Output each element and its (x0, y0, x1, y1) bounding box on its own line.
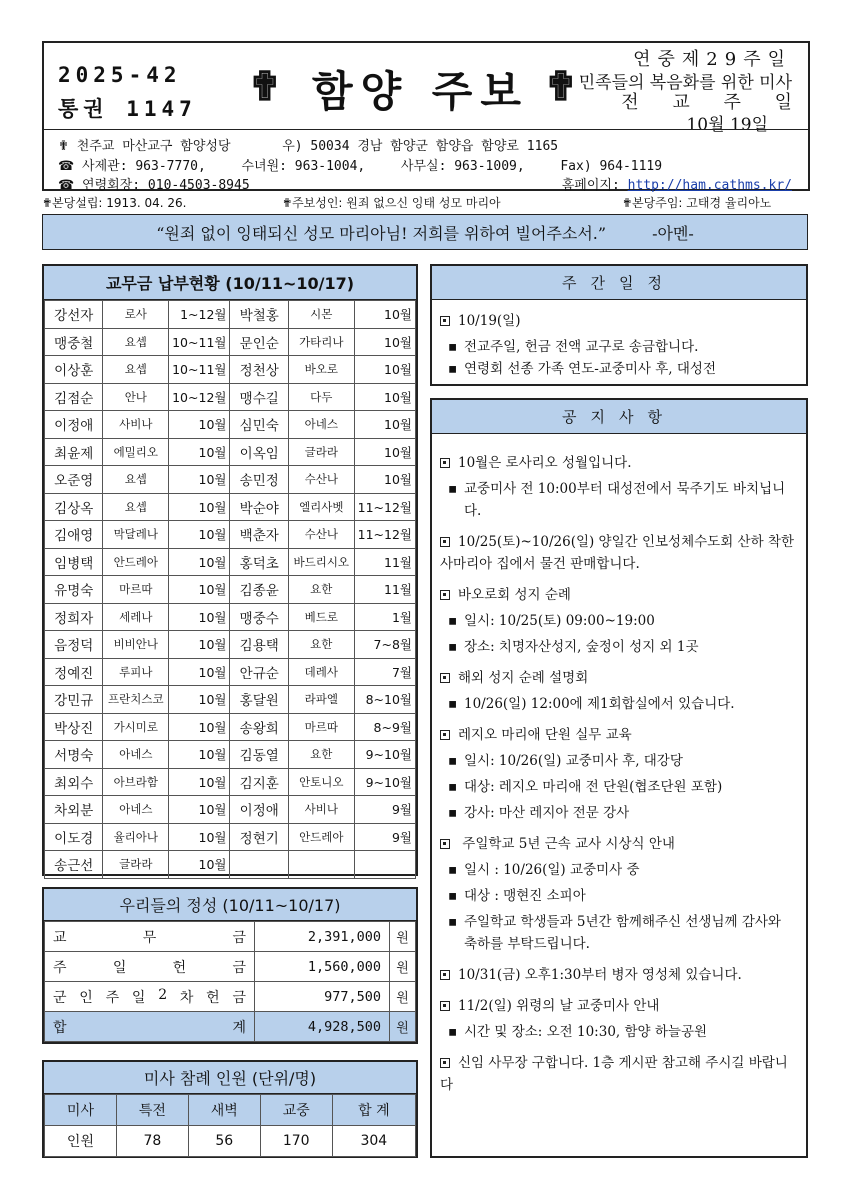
mission-sunday: 전 교 주 일 (621, 92, 792, 113)
dues-months: 10~11월 (169, 328, 230, 356)
total-issue: 통권 1147 (58, 97, 197, 121)
notice-item: ▪ 장소: 치명자산성지, 숲정이 성지 외 1곳 (440, 636, 798, 658)
cross-icon: ✟ (622, 196, 633, 210)
dues-months: 9~10월 (354, 768, 415, 796)
offering-table (44, 921, 416, 1042)
dues-months: 10월 (169, 851, 230, 879)
dues-name: 강선자 (45, 301, 103, 329)
notice-item: ▪ 주일학교 학생들과 5년간 함께해주신 선생님께 감사와 축하를 부탁드립니다. (440, 911, 798, 955)
dues-baptismal-name: 요셉 (103, 466, 169, 494)
dues-baptismal-name: 엘리사벳 (288, 493, 354, 521)
dues-baptismal-name: 가타리나 (288, 328, 354, 356)
dues-months: 10월 (354, 301, 415, 329)
schedule-body (432, 300, 806, 380)
dues-name: 송왕희 (230, 713, 288, 741)
parish-meta (42, 194, 810, 210)
dues-name: 김애영 (45, 521, 103, 549)
dues-baptismal-name: 글라라 (288, 438, 354, 466)
dues-baptismal-name: 안드레아 (288, 823, 354, 851)
prayer-text: “원죄 없이 잉태되신 성모 마리아님! 저희를 위하여 빌어주소서.” (156, 223, 607, 243)
offering-amount: 1,560,000 (255, 952, 390, 982)
offering-amount: 4,928,500 (255, 1012, 390, 1042)
dues-months: 9~10월 (354, 741, 415, 769)
notice-block (440, 531, 798, 575)
table-row (45, 301, 416, 329)
dues-name: 김동열 (230, 741, 288, 769)
dues-name: 유명숙 (45, 576, 103, 604)
notice-item: ▪ 대상: 레지오 마리애 전 단원(협조단원 포함) (440, 776, 798, 798)
year-issue: 2025-42 (58, 63, 182, 87)
bulletin-date: 10월 19일 (686, 115, 768, 135)
mission-line: 민족들의 복음화를 위한 미사 (578, 73, 792, 93)
dues-baptismal-name: 아네스 (288, 411, 354, 439)
dues-baptismal-name: 바오로 (288, 356, 354, 384)
notice-block (440, 724, 798, 824)
offering-label: 주 일 헌 금 (45, 952, 255, 982)
dues-months: 10월 (169, 768, 230, 796)
table-row (45, 796, 416, 824)
dues-months: 10월 (169, 686, 230, 714)
dues-name: 서명숙 (45, 741, 103, 769)
notice-body (432, 434, 806, 1096)
table-row (45, 922, 416, 952)
office-phone: 사무실: 963-1009, (400, 159, 525, 174)
attendance-count: 78 (116, 1126, 188, 1157)
table-row (45, 686, 416, 714)
attendance-count: 인원 (45, 1126, 117, 1157)
offering-unit: 원 (390, 982, 416, 1012)
cross-icon: ✟ (248, 63, 282, 110)
homepage-link[interactable]: http://ham.cathms.kr/ (627, 178, 792, 193)
notice-title: 공지사항 (432, 400, 806, 434)
dues-baptismal-name: 라파엘 (288, 686, 354, 714)
notice-block (440, 667, 798, 715)
dues-months: 10월 (354, 356, 415, 384)
dues-months: 10월 (354, 411, 415, 439)
dues-name: 안규순 (230, 658, 288, 686)
dues-name: 박순야 (230, 493, 288, 521)
attendance-row (45, 1126, 416, 1157)
attendance-header: 교중 (260, 1095, 332, 1126)
dues-months: 10월 (169, 631, 230, 659)
attendance-header: 새벽 (188, 1095, 260, 1126)
dues-panel (42, 264, 418, 876)
dues-baptismal-name: 요셉 (103, 356, 169, 384)
dues-name: 김상옥 (45, 493, 103, 521)
homepage-label: 홈페이지: (561, 178, 620, 193)
offering-unit: 원 (390, 922, 416, 952)
dues-name: 맹수길 (230, 383, 288, 411)
attendance-header: 합 계 (332, 1095, 415, 1126)
association-phone: 연령회장: 010-4503-8945 (82, 178, 250, 193)
dues-table (44, 300, 416, 879)
cross-icon: ✟ (282, 196, 293, 210)
notice-heading: 레지오 마리애 단원 실무 교육 (440, 724, 798, 746)
offering-label: 합 계 (45, 1012, 255, 1042)
dues-baptismal-name: 프란치스코 (103, 686, 169, 714)
notice-heading: 11/2(일) 위령의 날 교중미사 안내 (440, 995, 798, 1017)
dues-months: 10~12월 (169, 383, 230, 411)
dues-months: 10월 (169, 796, 230, 824)
dues-name: 김종윤 (230, 576, 288, 604)
notice-block (440, 995, 798, 1043)
dues-months: 10월 (354, 383, 415, 411)
dues-name: 음정덕 (45, 631, 103, 659)
dues-baptismal-name: 아네스 (103, 741, 169, 769)
dues-baptismal-name: 베드로 (288, 603, 354, 631)
dues-months: 10월 (169, 713, 230, 741)
dues-baptismal-name: 사비나 (288, 796, 354, 824)
checkbox-icon (440, 1058, 450, 1068)
table-row (45, 982, 416, 1012)
notice-item: ▪ 시간 및 장소: 오전 10:30, 함양 하늘공원 (440, 1021, 798, 1043)
offering-unit: 원 (390, 1012, 416, 1042)
checkbox-icon (440, 839, 450, 849)
notice-heading: 주일학교 5년 근속 교사 시상식 안내 (440, 833, 798, 855)
notice-heading: 10/31(금) 오후1:30부터 병자 영성체 있습니다. (440, 964, 798, 986)
dues-baptismal-name: 시몬 (288, 301, 354, 329)
dues-months: 10월 (169, 741, 230, 769)
dues-months (354, 851, 415, 879)
dues-name: 강민규 (45, 686, 103, 714)
dues-name: 차외분 (45, 796, 103, 824)
offering-amount: 977,500 (255, 982, 390, 1012)
dues-months: 9월 (354, 796, 415, 824)
dues-months: 10월 (354, 466, 415, 494)
offering-panel (42, 887, 418, 1044)
dues-baptismal-name: 마르따 (103, 576, 169, 604)
fax-number: Fax) 964-1119 (560, 159, 663, 174)
checkbox-icon (440, 458, 450, 468)
dues-months: 10월 (169, 521, 230, 549)
dues-baptismal-name: 루피나 (103, 658, 169, 686)
table-row (45, 548, 416, 576)
dues-months: 11~12월 (354, 493, 415, 521)
dues-name: 정천상 (230, 356, 288, 384)
dues-baptismal-name: 안토니오 (288, 768, 354, 796)
dues-months: 1월 (354, 603, 415, 631)
dues-baptismal-name: 바드리시오 (288, 548, 354, 576)
attendance-header: 특전 (116, 1095, 188, 1126)
notice-item: ▪ 일시: 10/26(일) 교중미사 후, 대강당 (440, 750, 798, 772)
parish-line: 천주교 마산교구 함양성당 (76, 139, 231, 154)
dues-months: 8~9월 (354, 713, 415, 741)
attendance-count: 304 (332, 1126, 415, 1157)
dues-name: 정희자 (45, 603, 103, 631)
dues-name (230, 851, 288, 879)
notice-block (440, 833, 798, 955)
schedule-date: 10/19(일) (440, 310, 798, 332)
cross-icon: ✟ (58, 139, 69, 154)
dues-baptismal-name: 수산나 (288, 466, 354, 494)
table-row (45, 851, 416, 879)
offering-title: 우리들의 정성 (10/11~10/17) (44, 889, 416, 921)
dues-baptismal-name: 데레사 (288, 658, 354, 686)
phone-icon: ☎ (58, 178, 75, 193)
attendance-title: 미사 참례 인원 (단위/명) (44, 1062, 416, 1094)
dues-name: 이정애 (45, 411, 103, 439)
dues-name: 김점순 (45, 383, 103, 411)
header-divider (44, 129, 808, 130)
dues-baptismal-name: 율리아나 (103, 823, 169, 851)
table-row (45, 603, 416, 631)
dues-baptismal-name: 마르따 (288, 713, 354, 741)
table-row (45, 1012, 416, 1042)
table-row (45, 741, 416, 769)
dues-name: 김지훈 (230, 768, 288, 796)
dues-baptismal-name: 다두 (288, 383, 354, 411)
notice-heading: 해외 성지 순례 설명회 (440, 667, 798, 689)
dues-name: 맹중철 (45, 328, 103, 356)
dues-baptismal-name: 아네스 (103, 796, 169, 824)
rectory-phone: 사제관: 963-7770, (82, 159, 206, 174)
offering-label: 군 인 주 일 2 차 헌 금 (45, 982, 255, 1012)
homepage-info (562, 174, 792, 193)
notice-block (440, 1052, 798, 1096)
checkbox-icon (440, 537, 450, 547)
attendance-count: 170 (260, 1126, 332, 1157)
dues-months: 10월 (169, 603, 230, 631)
dues-name: 이도경 (45, 823, 103, 851)
checkbox-icon (440, 970, 450, 980)
dues-baptismal-name: 안나 (103, 383, 169, 411)
dues-months: 10월 (169, 493, 230, 521)
notice-heading: 10월은 로사리오 성월입니다. (440, 452, 798, 474)
dues-name: 맹중수 (230, 603, 288, 631)
dues-months: 7~8월 (354, 631, 415, 659)
table-row (45, 466, 416, 494)
dues-baptismal-name: 막달레나 (103, 521, 169, 549)
dues-name: 이상훈 (45, 356, 103, 384)
dues-name: 박철홍 (230, 301, 288, 329)
dues-months: 10~11월 (169, 356, 230, 384)
table-row (45, 768, 416, 796)
founded-date: ✟본당설립: 1913. 04. 26. (42, 196, 187, 210)
prayer-amen: -아멘- (652, 223, 694, 243)
dues-months: 10월 (169, 438, 230, 466)
dues-months: 10월 (169, 466, 230, 494)
dues-name: 심민숙 (230, 411, 288, 439)
table-row (45, 493, 416, 521)
cross-icon: ✟ (42, 196, 53, 210)
attendance-count: 56 (188, 1126, 260, 1157)
checkbox-icon (440, 316, 450, 326)
phone-info (58, 155, 662, 174)
schedule-panel (430, 264, 808, 386)
notice-item: ▪ 강사: 마산 레지아 전문 강사 (440, 802, 798, 824)
dues-name: 정현기 (230, 823, 288, 851)
dues-name: 임병택 (45, 548, 103, 576)
dues-months: 10월 (169, 658, 230, 686)
notice-block (440, 964, 798, 986)
table-row (45, 952, 416, 982)
dues-baptismal-name: 요한 (288, 576, 354, 604)
prayer-banner (42, 214, 808, 250)
checkbox-icon (440, 1001, 450, 1011)
table-row (45, 411, 416, 439)
notice-block (440, 452, 798, 522)
dues-baptismal-name: 요셉 (103, 493, 169, 521)
bulletin-title: 함양 주보 (312, 67, 529, 116)
dues-months: 10월 (169, 548, 230, 576)
table-row (45, 383, 416, 411)
checkbox-icon (440, 673, 450, 683)
attendance-header-row (45, 1095, 416, 1126)
dues-name: 정예진 (45, 658, 103, 686)
notice-heading: 바오로회 성지 순례 (440, 584, 798, 606)
dues-months: 10월 (169, 576, 230, 604)
schedule-item: ▪ 연령회 선종 가족 연도-교중미사 후, 대성전 (440, 358, 798, 380)
dues-name: 홍달원 (230, 686, 288, 714)
table-row (45, 823, 416, 851)
dues-baptismal-name: 사비나 (103, 411, 169, 439)
dues-months: 11~12월 (354, 521, 415, 549)
offering-unit: 원 (390, 952, 416, 982)
notice-panel (430, 398, 808, 1158)
dues-baptismal-name: 가시미로 (103, 713, 169, 741)
attendance-panel (42, 1060, 418, 1158)
dues-months: 9월 (354, 823, 415, 851)
schedule-item: ▪ 전교주일, 헌금 전액 교구로 송금합니다. (440, 336, 798, 358)
dues-name: 최윤제 (45, 438, 103, 466)
dues-baptismal-name: 에밀리오 (103, 438, 169, 466)
dues-months: 7월 (354, 658, 415, 686)
dues-baptismal-name: 글라라 (103, 851, 169, 879)
dues-baptismal-name: 안드레아 (103, 548, 169, 576)
parish-info (58, 135, 558, 154)
table-row (45, 576, 416, 604)
table-row (45, 328, 416, 356)
phone-icon: ☎ (58, 159, 75, 174)
attendance-table (44, 1094, 416, 1157)
dues-name: 송근선 (45, 851, 103, 879)
notice-heading: 신임 사무장 구합니다. 1층 게시판 참고해 주시길 바랍니다 (440, 1055, 788, 1093)
offering-label: 교 무 금 (45, 922, 255, 952)
schedule-title: 주간일정 (432, 266, 806, 300)
cross-icon: ✟ (544, 63, 578, 110)
dues-baptismal-name: 요한 (288, 631, 354, 659)
dues-name: 이옥임 (230, 438, 288, 466)
table-row (45, 521, 416, 549)
dues-months: 11월 (354, 548, 415, 576)
notice-item: ▪ 대상 : 맹현진 소피아 (440, 885, 798, 907)
dues-months: 8~10월 (354, 686, 415, 714)
notice-item: ▪ 10/26(일) 12:00에 제1회합실에서 있습니다. (440, 693, 798, 715)
dues-name: 문인순 (230, 328, 288, 356)
dues-months: 10월 (169, 823, 230, 851)
dues-baptismal-name (288, 851, 354, 879)
dues-baptismal-name: 요셉 (103, 328, 169, 356)
bulletin-header (42, 41, 810, 191)
dues-name: 이정애 (230, 796, 288, 824)
dues-baptismal-name: 비비안나 (103, 631, 169, 659)
notice-item: ▪ 일시: 10/25(토) 09:00~19:00 (440, 610, 798, 632)
dues-name: 홍덕초 (230, 548, 288, 576)
dues-baptismal-name: 세레나 (103, 603, 169, 631)
dues-baptismal-name: 수산나 (288, 521, 354, 549)
sunday-name: 연중제29주일 (633, 49, 792, 70)
notice-item: ▪ 일시 : 10/26(일) 교중미사 중 (440, 859, 798, 881)
offering-amount: 2,391,000 (255, 922, 390, 952)
dues-baptismal-name: 아브라함 (103, 768, 169, 796)
dues-baptismal-name: 로사 (103, 301, 169, 329)
checkbox-icon (440, 590, 450, 600)
table-row (45, 438, 416, 466)
notice-block (440, 584, 798, 658)
attendance-header: 미사 (45, 1095, 117, 1126)
dues-name: 김용택 (230, 631, 288, 659)
dues-months: 10월 (354, 328, 415, 356)
dues-name: 최외수 (45, 768, 103, 796)
convent-phone: 수녀원: 963-1004, (241, 159, 366, 174)
table-row (45, 658, 416, 686)
checkbox-icon (440, 730, 450, 740)
dues-title: 교무금 납부현황 (10/11~10/17) (44, 266, 416, 300)
table-row (45, 713, 416, 741)
table-row (45, 631, 416, 659)
association-info (58, 174, 250, 193)
patron-saint: ✟주보성인: 원죄 없으신 잉태 성모 마리아 (282, 196, 501, 210)
dues-baptismal-name: 요한 (288, 741, 354, 769)
dues-name: 백춘자 (230, 521, 288, 549)
dues-name: 오준영 (45, 466, 103, 494)
dues-name: 박상진 (45, 713, 103, 741)
dues-name: 송민정 (230, 466, 288, 494)
parish-address: 우) 50034 경남 함양군 함양읍 함양로 1165 (282, 139, 559, 154)
dues-months: 10월 (169, 411, 230, 439)
notice-item: ▪ 교중미사 전 10:00부터 대성전에서 묵주기도 바치닙니다. (440, 478, 798, 522)
dues-months: 1~12월 (169, 301, 230, 329)
dues-months: 10월 (354, 438, 415, 466)
notice-heading: 10/25(토)~10/26(일) 양일간 인보성체수도회 산하 착한 사마리아 집에서 물건 판매합니다. (440, 534, 795, 572)
dues-months: 11월 (354, 576, 415, 604)
table-row (45, 356, 416, 384)
pastor-name: ✟본당주임: 고태경 율리아노 (622, 196, 772, 210)
